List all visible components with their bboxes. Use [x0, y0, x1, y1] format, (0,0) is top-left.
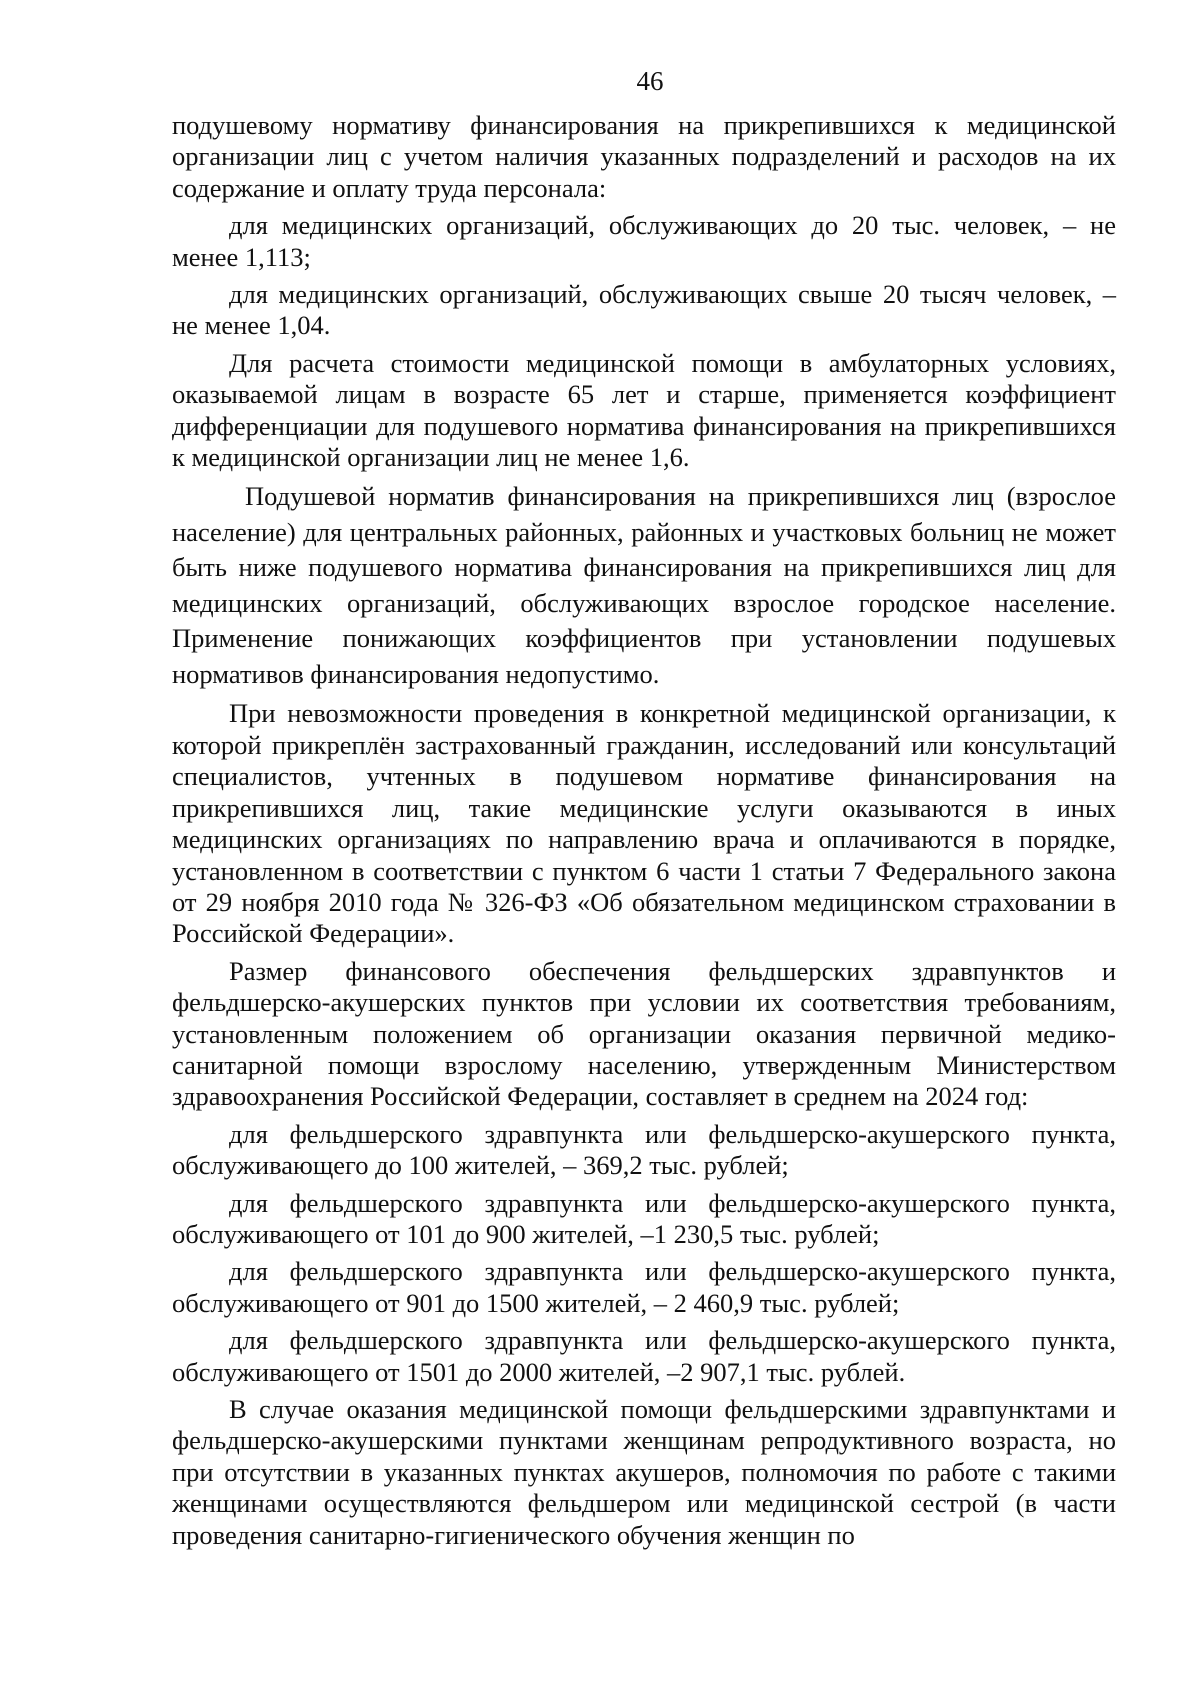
document-body [172, 110, 1116, 1557]
paragraph-age-65-coefficient: Для расчета стоимости медицинской помощи в амбулаторных условиях, оказываемой лицам в возрасте 65 лет и старше, применяется коэффициент дифференциации для подушевого норматива финансирования на прикрепившихся к медицинской организации лиц не менее 1,6. [172, 347, 1116, 473]
paragraph-funding-up-to-100: для фельдшерского здравпункта или фельдшерско-акушерского пункта, обслуживающего до 100 жителей, – 369,2 тыс. рублей; [172, 1118, 1116, 1181]
page-number: 46 [636, 66, 664, 96]
paragraph-other-organizations: При невозможности проведения в конкретной медицинской организации, к которой прикреплён застрахованный гражданин, исследований или консультаций специалистов, учтенных в подушевом нормативе финансирования на прикрепившихся лиц, такие медицинские услуги оказываются в иных медицинских организациях по направлению врача и оплачиваются в порядке, установленном в соответствии с пунктом 6 части 1 статьи 7 Федерального закона от 29 ноября 2010 года № 326-ФЗ «Об обязательном медицинском страховании в Российской Федерации». [172, 698, 1116, 949]
paragraph-coefficient-over-20k: для медицинских организаций, обслуживающих свыше 20 тысяч человек, – не менее 1,04. [172, 279, 1116, 341]
paragraph-rural-hospitals: Подушевой норматив финансирования на прикрепившихся лиц (взрослое население) для центральных районных, районных и участковых больниц не может быть ниже подушевого норматива финансирования на прикрепившихся лиц для медицинских организаций, обслуживающих взрослое городское население. Применение понижающих коэффициентов при установлении подушевых нормативов финансирования недопустимо. [172, 481, 1116, 689]
paragraph-reproductive-age: В случае оказания медицинской помощи фельдшерскими здравпунктами и фельдшерско-акушерскими пунктами женщинам репродуктивного возраста, но при отсутствии в указанных пунктах акушеров, полномочия по работе с такими женщинами осуществляются фельдшером или медицинской сестрой (в части проведения санитарно-гигиенического обучения женщин по [172, 1394, 1116, 1550]
paragraph-funding-1501-2000: для фельдшерского здравпункта или фельдшерско-акушерского пункта, обслуживающего от 1501 до 2000 жителей, –2 907,1 тыс. рублей. [172, 1325, 1116, 1387]
paragraph-coefficient-under-20k: для медицинских организаций, обслуживающих до 20 тыс. человек, – не менее 1,113; [172, 210, 1116, 272]
paragraph-funding-901-1500: для фельдшерского здравпункта или фельдшерско-акушерского пункта, обслуживающего от 901 до 1500 жителей, – 2 460,9 тыс. рублей; [172, 1256, 1116, 1318]
paragraph-funding-101-900: для фельдшерского здравпункта или фельдшерско-акушерского пункта, обслуживающего от 101 до 900 жителей, –1 230,5 тыс. рублей; [172, 1187, 1116, 1249]
paragraph-feldsher-funding: Размер финансового обеспечения фельдшерских здравпунктов и фельдшерско-акушерских пунктов при условии их соответствия требованиям, установленным положением об организации оказания первичной медико-санитарной помощи взрослому населению, утвержденным Министерством здравоохранения Российской Федерации, составляет в среднем на 2024 год: [172, 955, 1116, 1112]
paragraph-continuation: подушевому нормативу финансирования на прикрепившихся к медицинской организации лиц с учетом наличия указанных подразделений и расходов на их содержание и оплату труда персонала: [172, 110, 1116, 203]
